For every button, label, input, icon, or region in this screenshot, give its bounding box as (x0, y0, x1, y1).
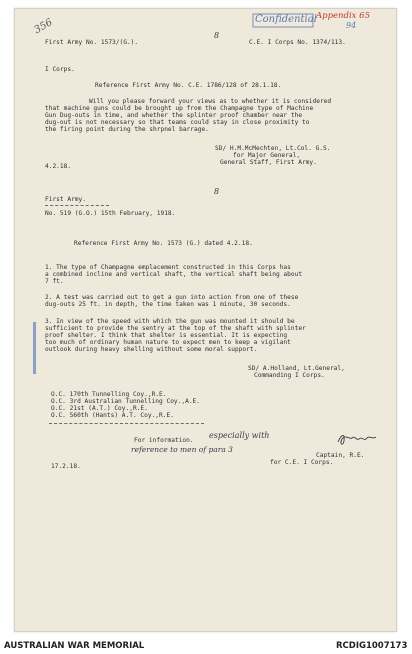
distribution-item: O.C. 560th (Hants) A.T. Coy.,R.E. (51, 412, 174, 419)
para3-line: too much of ordinary human nature to expect men to keep a vigilant (45, 339, 291, 346)
stamp-number: 94 (346, 21, 357, 30)
captain-line: Captain, R.E. (316, 452, 365, 459)
para2-line: dug-outs 25 ft. in depth, the time taken was 1 minute, 30 seconds. (45, 301, 291, 308)
closing-date: 17.2.18. (51, 463, 81, 470)
closing-handwritten-2: reference to men of para 3 (131, 445, 233, 454)
footer-institution: AUSTRALIAN WAR MEMORIAL (4, 641, 145, 651)
distribution-item: O.C. 170th Tunnelling Coy.,R.E. (51, 391, 167, 398)
memo1-line: Gun Dug-outs in time, and whether the splinter proof chamber near the (45, 112, 303, 119)
distribution-rule (49, 423, 204, 424)
memo2-mark: 8 (214, 187, 220, 196)
memo1-title: Reference First Army No. C.E. 1786/128 of 28.1.18. (95, 82, 282, 89)
memo1-addressee: I Corps. (45, 66, 75, 73)
closing-typed: For information. (134, 437, 194, 444)
memo1-signature-for: for Major General, (233, 152, 301, 159)
distribution-item: O.C. 3rd Australian Tunnelling Coy.,A.E. (51, 398, 201, 405)
memo2-rule (45, 205, 109, 206)
folio-number: 356 (32, 16, 55, 37)
memo1-signature-title: General Staff, First Army. (220, 159, 317, 166)
para1-line: 1. The type of Champagne emplacement constructed in this Corps has (45, 264, 291, 271)
memo2-addressee: First Army. (45, 196, 86, 203)
right-reference: C.E. I Corps No. 1374/113. (249, 39, 346, 46)
memo1-line: the firing point during the shrpnel barrage. (45, 126, 209, 133)
para1-line: a combined incline and vertical shaft, the vertical shaft being about (45, 271, 303, 278)
left-reference: First Army No. 1573/(G.). (45, 39, 139, 46)
memo1-line: that machine guns could be brought up from the Champagne type of Machine (45, 105, 314, 112)
mid-mark: 8 (214, 31, 220, 40)
para3-line: sufficient to provide the sentry at the top of the shaft with splinter (45, 325, 306, 332)
para1-line: 7 ft. (45, 278, 64, 285)
handwritten-signature (336, 431, 378, 447)
footer-record-id: RCDIG1007173 (336, 641, 408, 651)
margin-marking (33, 322, 36, 374)
memo1-date: 4.2.18. (45, 163, 72, 170)
memo2-signature: SD/ A.Holland, Lt.General, (248, 365, 345, 372)
memo1-line: dug-out is not necessary so that teams could stay in close proximity to (45, 119, 310, 126)
para3-line: proof shelter. I think that shelter is essential. It is expecting (45, 332, 288, 339)
confidential-stamp-text: Confidential (255, 14, 317, 25)
memo1-signature: SD/ H.M.McMechten, Lt.Col. G.S. (215, 145, 331, 152)
distribution-item: O.C. 21st (A.T.) Coy.,R.E. (51, 405, 148, 412)
closing-handwritten-1: especially with (209, 431, 270, 440)
para2-line: 2. A test was carried out to get a gun into action from one of these (45, 294, 299, 301)
appendix-note: Appendix 65 (316, 11, 370, 21)
memo2-title: Reference First Army No. 1573 (G.) dated 4.2.18. (74, 240, 253, 247)
para3-line: outlook during heavy shelling without some moral support. (45, 346, 258, 353)
memo1-line: Will you please forward your views as to whether it is considered (89, 98, 332, 105)
para3-line: 3. In view of the speed with which the gun was mounted it should be (45, 318, 295, 325)
memo2-signature-title: Commanding I Corps. (254, 372, 325, 379)
for-ce-line: for C.E. I Corps. (270, 459, 334, 466)
memo2-reference: No. 519 (G.O.) 15th February, 1918. (45, 210, 176, 217)
